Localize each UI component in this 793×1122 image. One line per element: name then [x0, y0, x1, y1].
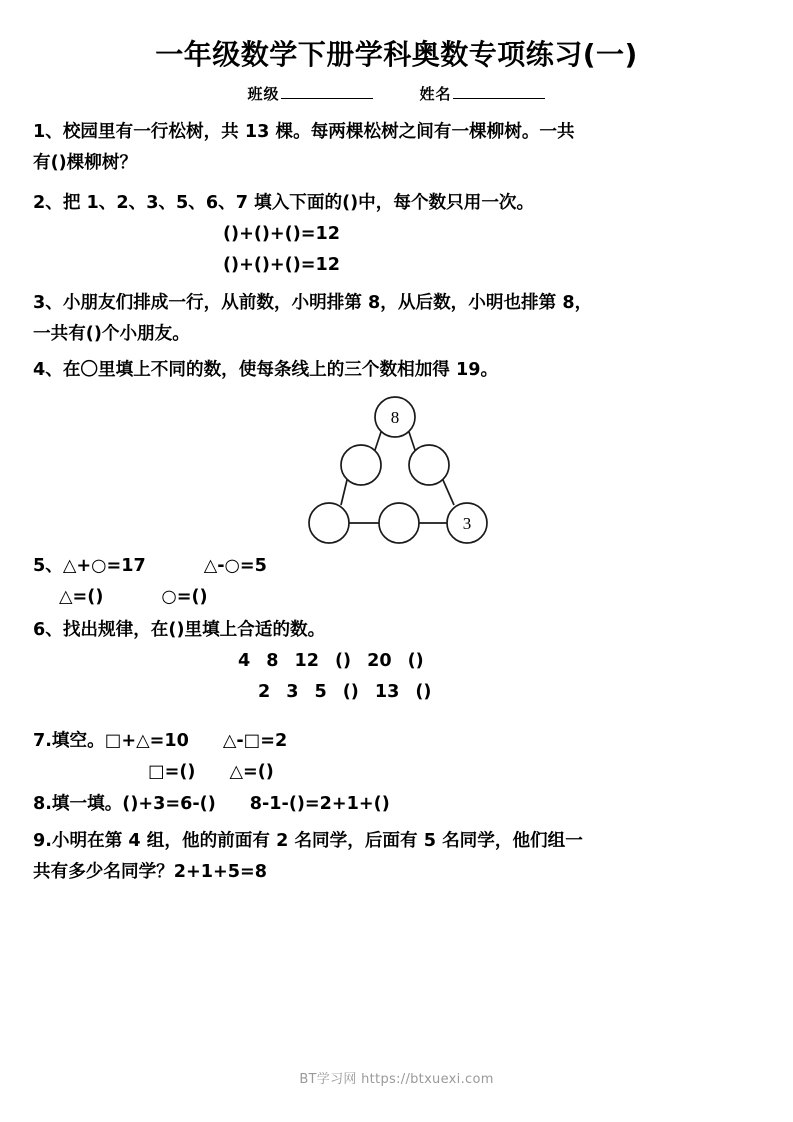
eq1-plus-2: )+( — [261, 224, 293, 244]
seq2-term-2: 3 — [286, 682, 299, 702]
question-2 — [33, 188, 761, 281]
question-6-stem-close: )里填上合适的数。 — [176, 620, 326, 640]
question-3-line-1: 3、小朋友们排成一行，从前数，小明排第 8，从后数，小明也排第 8， — [33, 293, 593, 313]
seq1-paren-close-2: ) — [415, 651, 424, 671]
question-8-stem-open: 8.填一填。( — [33, 794, 131, 814]
question-8-close-1: ) — [207, 794, 216, 814]
seq2-paren-close-1: ) — [350, 682, 359, 702]
question-4 — [33, 355, 761, 386]
name-label: 姓名 — [419, 85, 452, 103]
question-7-square-label: □=( — [148, 762, 188, 782]
question-1-answer-open: 有( — [33, 153, 59, 173]
seq1-term-2: 8 — [266, 651, 279, 671]
seq1-paren-open-2: ( — [407, 651, 416, 671]
seq1-paren-close-1: ) — [343, 651, 352, 671]
eq1-plus-1: )+( — [231, 224, 262, 244]
seq1-paren-open-1: ( — [334, 651, 344, 671]
question-5 — [33, 551, 761, 613]
name-blank-field[interactable] — [453, 85, 545, 99]
eq1-paren-open: ( — [223, 224, 232, 244]
question-3 — [33, 288, 761, 350]
seq2-term-3: 5 — [314, 682, 327, 702]
question-9-line-1: 9.小明在第 4 组，他的前面有 2 名同学，后面有 5 名同学，他们组一 — [33, 831, 583, 851]
edge-middle-left-to-bottom-left — [341, 480, 347, 505]
eq1-result: )=12 — [292, 224, 340, 244]
question-7-equation-right: △-□=2 — [222, 731, 288, 751]
question-7-triangle-close: ) — [265, 762, 274, 782]
node-bottom-right-value: 3 — [462, 514, 472, 533]
question-5-triangle-close: ) — [95, 587, 104, 607]
question-2-equation-1 — [33, 219, 761, 250]
question-3-answer-close: )个小朋友。 — [93, 324, 190, 344]
question-5-circle-label: ○=( — [161, 587, 200, 607]
node-bottom-left-circle — [309, 503, 349, 543]
question-7-triangle-label: △=( — [229, 762, 266, 782]
class-label: 班级 — [247, 85, 280, 103]
edge-top-to-middle-right — [409, 432, 415, 450]
seq1-term-5: 20 — [367, 651, 392, 671]
question-2-stem — [33, 188, 761, 219]
question-9 — [33, 826, 761, 888]
node-middle-right-circle — [409, 445, 449, 485]
question-8-line — [33, 789, 761, 820]
question-6-sequence-2 — [33, 677, 761, 708]
question-5-equations — [33, 551, 761, 582]
eq2-result: )=12 — [292, 255, 340, 275]
question-8-mid-1: )+3=6-( — [130, 794, 208, 814]
question-2-stem-close: )中，每个数只用一次。 — [350, 193, 535, 213]
student-info-line — [0, 84, 793, 104]
seq1-term-3: 12 — [294, 651, 319, 671]
eq2-paren-open: ( — [223, 255, 232, 275]
question-2-stem-open: 2、把 1、2、3、5、6、7 填入下面的( — [33, 193, 351, 213]
watermark: BT学习网 https://btxuexi.com — [299, 1072, 494, 1087]
seq2-paren-open-1: ( — [342, 682, 351, 702]
question-6 — [33, 615, 761, 708]
question-6-sequence-1 — [33, 646, 761, 677]
question-5-answers — [33, 582, 761, 613]
question-8-close-2: ) — [381, 794, 390, 814]
question-8-stem-open-2: 8-1-( — [249, 794, 297, 814]
question-9-line-2: 共有多少名同学？2+1+5=8 — [33, 862, 267, 882]
page-title: 一年级数学下册学科奥数专项练习(一) — [155, 38, 638, 71]
question-3-line-2 — [33, 319, 761, 350]
seq1-term-1: 4 — [238, 651, 251, 671]
question-8-mid-2: )=2+1+( — [296, 794, 382, 814]
question-1-answer-close: )棵柳树？ — [58, 153, 138, 173]
question-1 — [33, 117, 761, 179]
edge-top-to-middle-left — [375, 432, 381, 450]
class-blank-field[interactable] — [281, 85, 373, 99]
question-1-line-1: 1、校园里有一行松树，共 13 棵。每两棵松树之间有一棵柳树。一共 — [33, 122, 575, 142]
question-1-line-2 — [33, 148, 761, 179]
node-middle-left-circle — [341, 445, 381, 485]
question-7-stem: 7.填空。□+△=10 — [33, 731, 189, 751]
question-6-stem-open: 6、找出规律，在( — [33, 620, 177, 640]
eq2-plus-2: )+( — [261, 255, 293, 275]
eq2-plus-1: )+( — [231, 255, 262, 275]
question-4-stem: 4、在〇里填上不同的数，使每条线上的三个数相加得 19。 — [33, 360, 499, 380]
question-5-circle-close: ) — [199, 587, 208, 607]
question-7-answers — [33, 757, 761, 788]
edge-middle-right-to-bottom-right — [443, 480, 454, 505]
seq2-paren-open-2: ( — [415, 682, 424, 702]
question-7-square-close: ) — [187, 762, 196, 782]
question-7 — [33, 726, 761, 788]
question-8 — [33, 789, 761, 820]
question-5-equation-left: 5、△+○=17 — [33, 556, 146, 576]
seq2-term-5: 13 — [374, 682, 400, 702]
triangle-number-puzzle-diagram — [300, 392, 500, 548]
node-bottom-middle-circle — [379, 503, 419, 543]
question-6-stem — [33, 615, 761, 646]
question-2-equation-2 — [33, 250, 761, 281]
seq2-paren-close-2: ) — [423, 682, 432, 702]
seq2-term-1: 2 — [258, 682, 271, 702]
question-5-triangle-label: △=( — [59, 587, 96, 607]
question-3-answer-open: 一共有( — [33, 324, 94, 344]
question-5-equation-right: △-○=5 — [203, 556, 267, 576]
node-top-value: 8 — [390, 408, 400, 427]
question-7-equations — [33, 726, 761, 757]
